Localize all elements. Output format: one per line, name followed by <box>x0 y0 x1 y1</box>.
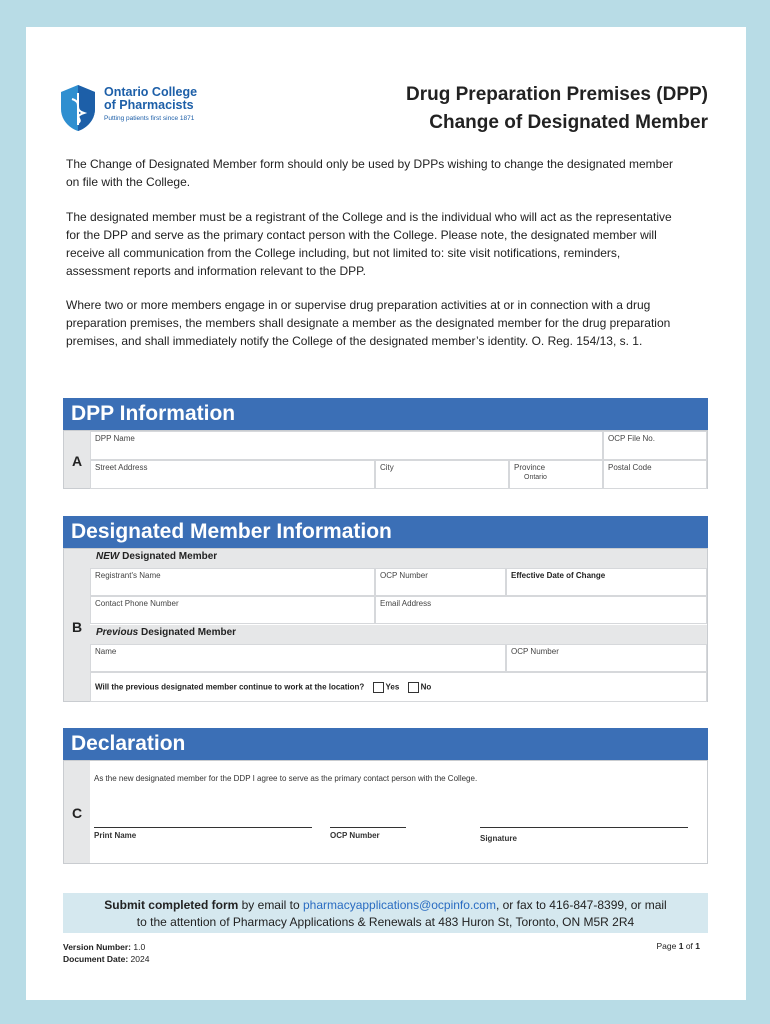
print-name-line[interactable] <box>94 827 312 828</box>
contact-phone-label: Contact Phone Number <box>95 599 179 608</box>
submit-instructions <box>63 893 708 933</box>
registrant-name-label: Registrant's Name <box>95 571 161 580</box>
yes-label: Yes <box>385 682 400 692</box>
yes-checkbox[interactable] <box>373 682 384 693</box>
street-address-label: Street Address <box>95 463 148 472</box>
new-member-subheading <box>90 549 707 568</box>
contact-phone-field[interactable] <box>90 596 375 624</box>
page-of: of <box>683 941 696 951</box>
continue-question-row <box>90 672 707 702</box>
registrant-name-field[interactable] <box>90 568 375 596</box>
postal-code-field[interactable] <box>603 460 707 489</box>
email-link[interactable]: pharmacyapplications@ocpinfo.com <box>303 898 496 912</box>
version-label: Version Number: <box>63 942 134 952</box>
submit-text1: by email to <box>238 898 303 912</box>
shield-icon <box>58 83 98 133</box>
page-num: 1 <box>678 941 684 951</box>
new-ocp-number-label: OCP Number <box>380 571 428 580</box>
previous-name-field[interactable] <box>90 644 506 672</box>
previous-suffix: Designated Member <box>138 627 237 638</box>
no-label: No <box>420 682 432 692</box>
previous-ocp-number-field[interactable] <box>506 644 707 672</box>
street-address-field[interactable] <box>90 460 375 489</box>
title-line2: Change of Designated Member <box>429 112 708 133</box>
ocp-number-line[interactable] <box>330 827 406 828</box>
email-address-label: Email Address <box>380 599 432 608</box>
print-name-label: Print Name <box>94 831 137 840</box>
effective-date-field[interactable] <box>506 568 707 596</box>
section-c-letter: C <box>72 805 83 821</box>
province-label: Province <box>514 463 546 472</box>
email-address-field[interactable] <box>375 596 707 624</box>
date-value: 2024 <box>130 954 150 964</box>
section-a-heading: DPP Information <box>63 398 708 430</box>
declaration-statement: As the new designated member for the DDP I agree to serve as the primary contact person with the College. <box>94 774 478 783</box>
effective-date-label: Effective Date of Change <box>511 571 606 580</box>
ocp-logo <box>58 83 208 133</box>
section-c-heading: Declaration <box>63 728 708 760</box>
page-number <box>657 941 701 951</box>
dpp-name-label: DPP Name <box>95 434 135 443</box>
ocp-file-no-label: OCP File No. <box>608 434 655 443</box>
page-title <box>406 81 708 137</box>
intro-paragraph-3: Where two or more members engage in or supervise drug preparation activities at or in connection with a drug preparation premises, the members shall designate a member as the designated member for the drug preparation premises, and shall immediately notify the College of the designated member’s identity. O. Reg. 154/13, s. 1. <box>66 298 671 348</box>
logo-name-line1: Ontario College <box>104 85 198 99</box>
new-ocp-number-field[interactable] <box>375 568 506 596</box>
section-b-letter: B <box>72 619 83 635</box>
declaration-ocp-number-label: OCP Number <box>330 831 380 840</box>
previous-label: Previous <box>96 627 139 638</box>
no-checkbox[interactable] <box>408 682 419 693</box>
previous-member-subheading <box>90 625 707 644</box>
intro-paragraph-1: The Change of Designated Member form should only be used by DPPs wishing to change the designated member on file with the College. <box>66 157 674 189</box>
logo-tagline: Putting patients first since 1871 <box>104 115 195 122</box>
submit-line2: to the attention of Pharmacy Applications & Renewals at 483 Huron St, Toronto, ON M5R 2R4 <box>136 915 635 929</box>
version-info <box>63 941 149 965</box>
continue-question: Will the previous designated member continue to work at the location? <box>95 682 365 692</box>
section-b-box <box>63 548 708 702</box>
postal-code-label: Postal Code <box>608 463 652 472</box>
submit-text2: , or fax to 416-847-8399, or mail <box>495 898 667 912</box>
submit-bold: Submit completed form <box>104 898 239 912</box>
province-value: Ontario <box>524 474 547 481</box>
date-label: Document Date: <box>63 954 131 964</box>
province-field[interactable] <box>509 460 603 489</box>
city-field[interactable] <box>375 460 509 489</box>
new-label: NEW <box>96 551 120 562</box>
page-prefix: Page <box>656 941 679 951</box>
previous-name-label: Name <box>95 647 117 656</box>
signature-label: Signature <box>480 834 517 843</box>
previous-ocp-number-label: OCP Number <box>511 647 559 656</box>
section-c-box <box>63 760 708 864</box>
dpp-name-field[interactable] <box>90 431 603 460</box>
section-a-letter: A <box>72 453 83 469</box>
page-total: 1 <box>695 941 700 951</box>
signature-line[interactable] <box>480 827 688 828</box>
section-a-box <box>63 430 708 489</box>
logo-name-line2: of Pharmacists <box>104 98 194 112</box>
section-b-heading: Designated Member Information <box>63 516 708 548</box>
intro-paragraph-2: The designated member must be a registrant of the College and is the individual who will act as the representative for the DPP and serve as the primary contact person with the College. Please note, the designated member will receive all communication from the College including, but not limited to: site visit notifications, reminders, assessment reports and information relevant to the DPP. <box>66 210 672 278</box>
form-page <box>26 27 746 1000</box>
ocp-file-no-field[interactable] <box>603 431 707 460</box>
version-value: 1.0 <box>133 942 146 952</box>
city-label: City <box>380 463 394 472</box>
title-line1: Drug Preparation Premises (DPP) <box>406 84 708 105</box>
new-suffix: Designated Member <box>119 551 218 562</box>
